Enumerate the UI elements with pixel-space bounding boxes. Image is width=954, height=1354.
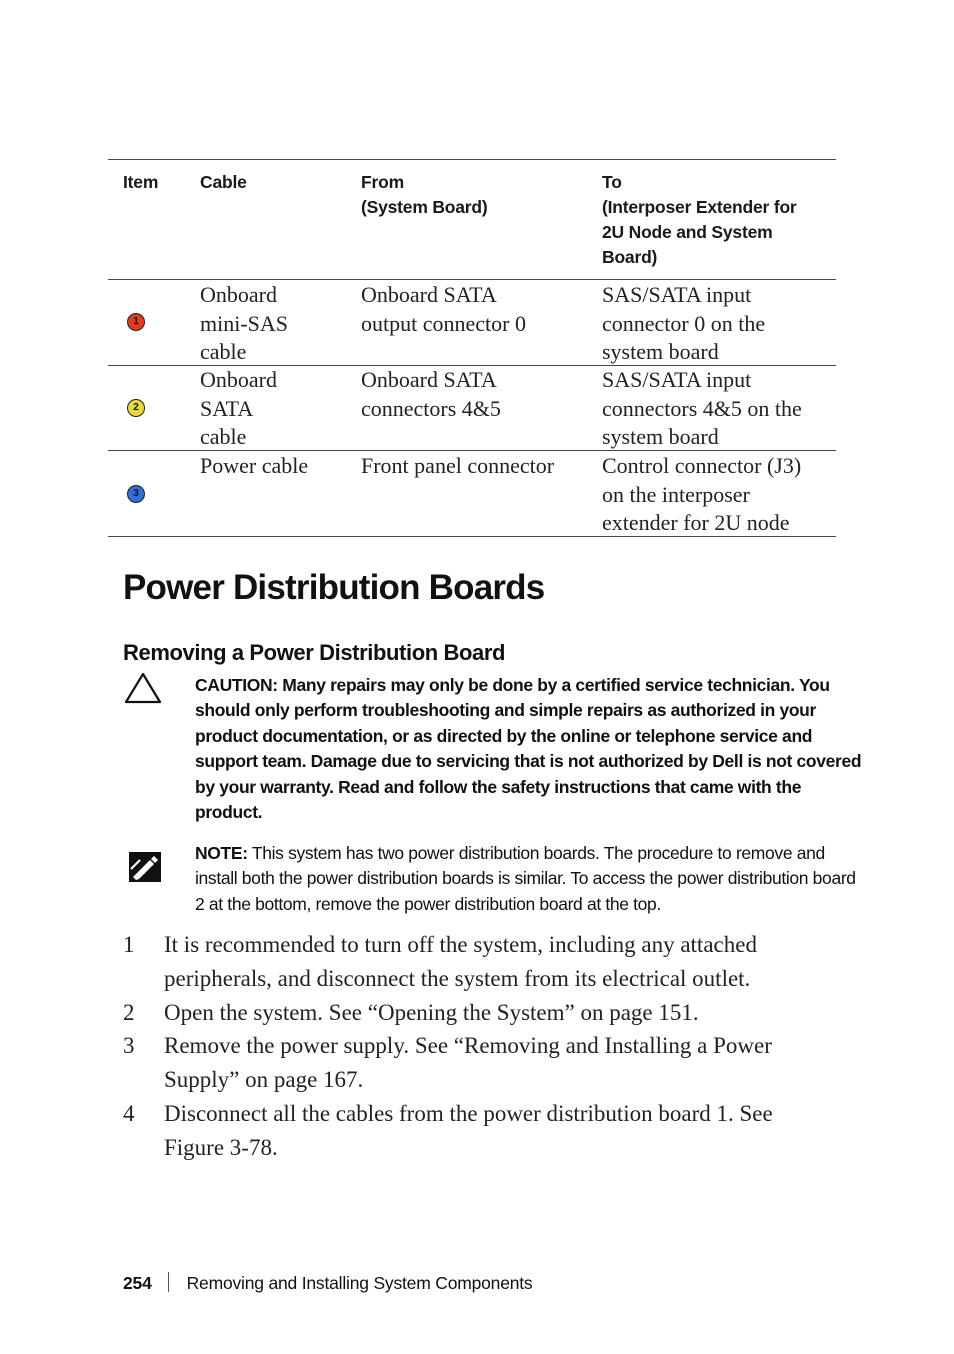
callout-badge-2: 2 (127, 399, 145, 417)
row3-from (361, 452, 554, 481)
step-text: Disconnect all the cables from the power distribution board 1. See Figure 3-78. (164, 1100, 773, 1160)
cell-line: cable (200, 339, 247, 364)
footer-section-title: Removing and Installing System Components (186, 1273, 533, 1293)
cell-line: on the interposer (602, 481, 750, 507)
section-heading: Power Distribution Boards (123, 568, 545, 607)
header-to-line: Board) (602, 247, 658, 267)
header-to-line: (Interposer Extender for (602, 197, 797, 217)
caution-text: CAUTION: Many repairs may only be done by a certified service technician. You should only perform troubleshooting and simple repairs as authorized in your product documentation, or as directed by the online or telephone service and support team. Damage due to servicing that is not authorized by Dell is not covered by your warranty. Read and follow the safety instructions that came with the product. (195, 675, 862, 823)
row2-from (361, 366, 501, 423)
step-number: 4 (123, 1100, 135, 1126)
cell-line: SAS/SATA input (602, 282, 752, 307)
note-body: This system has two power distribution boards. The procedure to remove and install both the power distribution boards is similar. To access the power distribution board 2 at the bottom, remove the power distribution board at the top. (195, 843, 856, 914)
step-text: Open the system. See “Opening the System” on page 151. (164, 999, 699, 1025)
callout-badge-3: 3 (127, 485, 145, 503)
step-text: It is recommended to turn off the system, including any attached peripherals, and disconnect the system from its electrical outlet. (164, 932, 757, 991)
cell-line: connectors 4&5 on the (602, 395, 802, 421)
cell-line: output connector 0 (361, 310, 526, 336)
row1-from (361, 281, 526, 338)
header-from-line: (System Board) (361, 197, 488, 217)
cell-line: Onboard SATA (361, 282, 497, 307)
cell-line: Onboard (200, 282, 277, 307)
header-to-line: 2U Node and System (602, 222, 773, 242)
cell-line: Front panel connector (361, 453, 555, 478)
step-item (123, 1097, 823, 1165)
note-text (195, 841, 867, 917)
cell-line: Control connector (J3) (602, 453, 802, 478)
table-rule (108, 279, 836, 280)
callout-badge-1: 1 (127, 313, 145, 331)
cell-line: mini-SAS (200, 310, 289, 336)
caution-triangle-icon (124, 672, 162, 704)
step-item (123, 928, 823, 996)
header-to-line: To (602, 172, 622, 192)
cell-line: connector 0 on the (602, 310, 766, 336)
cell-line: extender for 2U node (602, 510, 790, 535)
step-item (123, 1029, 823, 1097)
cell-line: Power cable (200, 453, 309, 478)
step-number: 1 (123, 932, 135, 957)
table-bottom-rule (108, 536, 836, 537)
cell-line: system board (602, 339, 719, 364)
header-from-line: From (361, 172, 404, 192)
row3-cable (200, 452, 308, 481)
cell-line: Onboard (200, 367, 277, 392)
row1-cable (200, 281, 288, 367)
header-item: Item (123, 172, 159, 192)
table-top-rule (108, 159, 836, 160)
step-number: 2 (123, 999, 135, 1025)
page-number: 254 (123, 1273, 152, 1293)
cell-line: cable (200, 424, 247, 449)
header-from (361, 170, 488, 220)
footer-divider (168, 1272, 169, 1292)
cell-line: Onboard SATA (361, 367, 497, 392)
cell-line: SATA (200, 395, 254, 421)
cell-line: connectors 4&5 (361, 395, 501, 421)
row1-to (602, 281, 765, 367)
subsection-heading: Removing a Power Distribution Board (123, 640, 506, 665)
header-cable: Cable (200, 172, 247, 192)
step-text: Remove the power supply. See “Removing and Installing a Power Supply” on page 167. (164, 1033, 772, 1093)
note-label: NOTE: (195, 843, 248, 863)
cell-line: SAS/SATA input (602, 367, 752, 392)
row2-to (602, 366, 802, 452)
page-footer (123, 1272, 532, 1294)
procedure-steps (123, 928, 823, 1165)
row3-to (602, 452, 801, 538)
note-pencil-icon (128, 851, 162, 883)
header-to (602, 170, 797, 270)
step-number: 3 (123, 1033, 135, 1059)
step-item (123, 996, 823, 1030)
cell-line: system board (602, 424, 719, 449)
table-rule (108, 450, 836, 451)
row2-cable (200, 366, 277, 452)
